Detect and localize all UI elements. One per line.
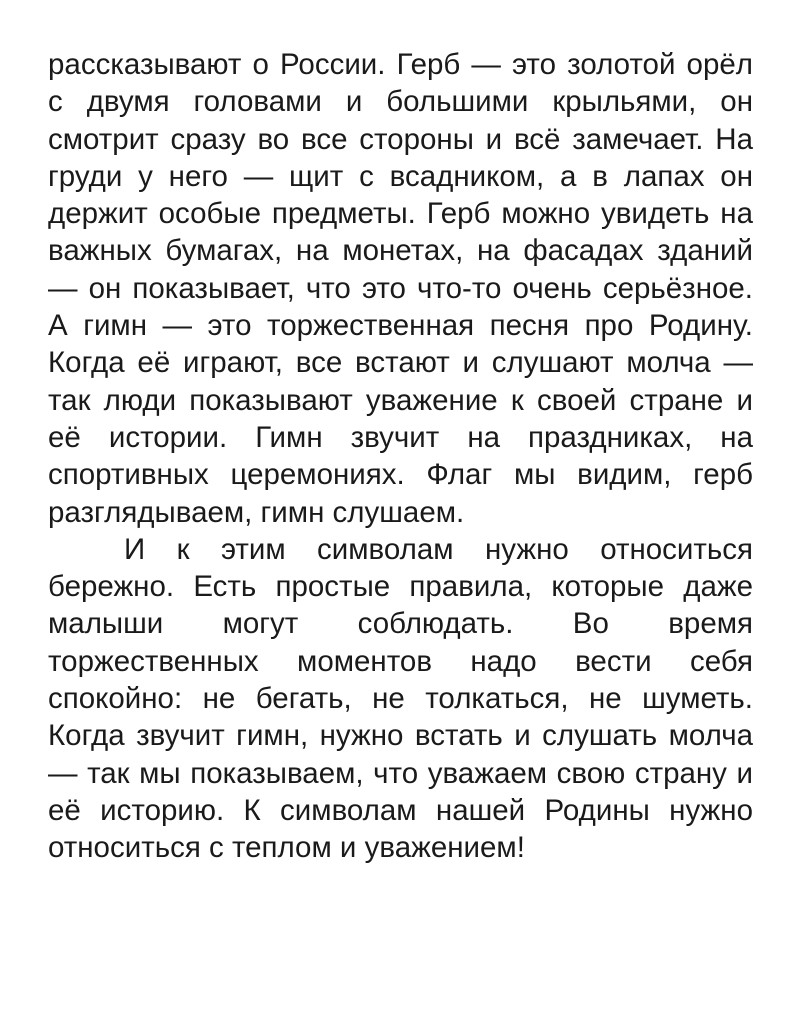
document-page: [48, 46, 753, 867]
paragraph-continued: рассказывают о России. Герб — это золотой орёл с двумя головами и большими крыльями, он смотрит сразу во все стороны и всё замечает. На груди у него — щит с всадником, а в лапах он держит особые предметы. Герб можно увидеть на важных бумагах, на монетах, на фасадах зданий — он показывает, что это что-то очень серьёзное. А гимн — это торжественная песня про Родину. Когда её играют, все встают и слушают молча — так люди показывают уважение к своей стране и её истории. Гимн звучит на праздниках, на спортивных церемониях. Флаг мы видим, герб разглядываем, гимн слушаем.: [48, 48, 753, 529]
paragraph-symbols-respect: И к этим символам нужно относиться бережно. Есть простые правила, которые даже малыши могут соблюдать. Во время торжественных моментов надо вести себя спокойно: не бегать, не толкаться, не шуметь. Когда звучит гимн, нужно встать и слушать молча — так мы показываем, что уважаем свою страну и её историю. К символам нашей Родины нужно относиться с теплом и уважением!: [48, 532, 753, 865]
